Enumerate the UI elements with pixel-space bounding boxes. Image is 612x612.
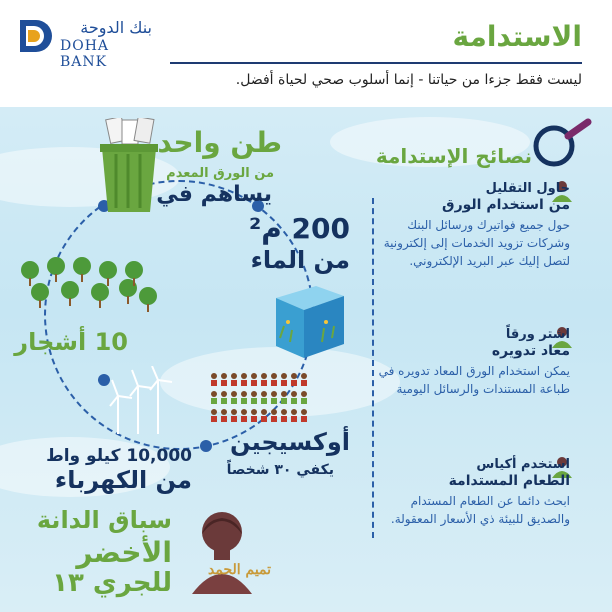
trees-icon bbox=[16, 252, 162, 314]
tip-heading-line1: اشتر ورقاً bbox=[505, 327, 570, 342]
tips-heading: نصائح الإستدامة bbox=[375, 144, 532, 168]
oxygen-people-label: يكفي ٣٠ شخصاً bbox=[226, 462, 334, 478]
tip-heading-line1: حاول التقليل bbox=[485, 181, 570, 196]
race-title-line3: للجري ١٣ bbox=[52, 568, 172, 598]
wind-turbines-icon bbox=[104, 366, 174, 436]
paper-source-label: من الورق المعدم bbox=[166, 166, 274, 181]
water-amount-label: 200 م² bbox=[249, 212, 350, 245]
doha-bank-logo-icon bbox=[14, 16, 54, 56]
race-title-line1: سباق الدانة bbox=[36, 506, 172, 534]
page-subtitle: ليست فقط جزءا من حياتنا - إنما أسلوب صحي لحياة أفضل. bbox=[235, 72, 582, 88]
tip-heading-line1: استخدم أكياس bbox=[476, 457, 570, 472]
oxygen-label: أوكسيجين bbox=[229, 428, 350, 456]
paper-contributes-label: يساهم في bbox=[156, 182, 272, 207]
race-title-line2: الأخضر bbox=[76, 536, 172, 569]
paper-amount-label: طن واحد bbox=[157, 126, 282, 159]
tip-item bbox=[370, 326, 570, 398]
power-amount-label: 10,000 كيلو واط bbox=[46, 446, 192, 466]
tip-item bbox=[370, 180, 570, 270]
portrait-image bbox=[188, 504, 256, 594]
tip-body: حول جميع فواتيرك ورسائل البنك وشركات تزويد الخدمات إلى إلكترونية لتصل إليك عبر البريد الإلكتروني. bbox=[383, 218, 570, 268]
power-label: من الكهرباء bbox=[54, 466, 192, 494]
tip-body: ابحث دائما عن الطعام المستدام والصديق للبيئة ذي الأسعار المعقولة. bbox=[390, 494, 570, 526]
magnifier-icon bbox=[528, 118, 592, 178]
tip-heading-line2: الطعام المستدامة bbox=[448, 473, 570, 489]
trees-label: 10 أشجار bbox=[14, 328, 128, 356]
title-divider bbox=[170, 62, 582, 64]
recycling-bin-icon bbox=[98, 118, 160, 214]
doha-bank-logo bbox=[14, 16, 154, 70]
cycle-node bbox=[200, 440, 212, 452]
water-cube-icon bbox=[266, 282, 346, 362]
logo-arabic-text: بنك الدوحة bbox=[80, 18, 152, 37]
tip-heading-line2: معاد تدويره bbox=[491, 343, 570, 359]
logo-english-text: DOHA BANK bbox=[60, 38, 110, 70]
header bbox=[0, 0, 612, 107]
people-group-icon bbox=[208, 370, 312, 426]
signature-image: تميم الحمد bbox=[208, 562, 272, 578]
tip-heading-line2: من استخدام الورق bbox=[442, 197, 570, 213]
tip-item bbox=[370, 456, 570, 528]
water-label: من الماء bbox=[250, 246, 350, 274]
tip-body: يمكن استخدام الورق المعاد تدويره في طباعة المستندات والرسائل اليومية bbox=[378, 364, 570, 396]
page-title: الاستدامة bbox=[452, 20, 582, 53]
